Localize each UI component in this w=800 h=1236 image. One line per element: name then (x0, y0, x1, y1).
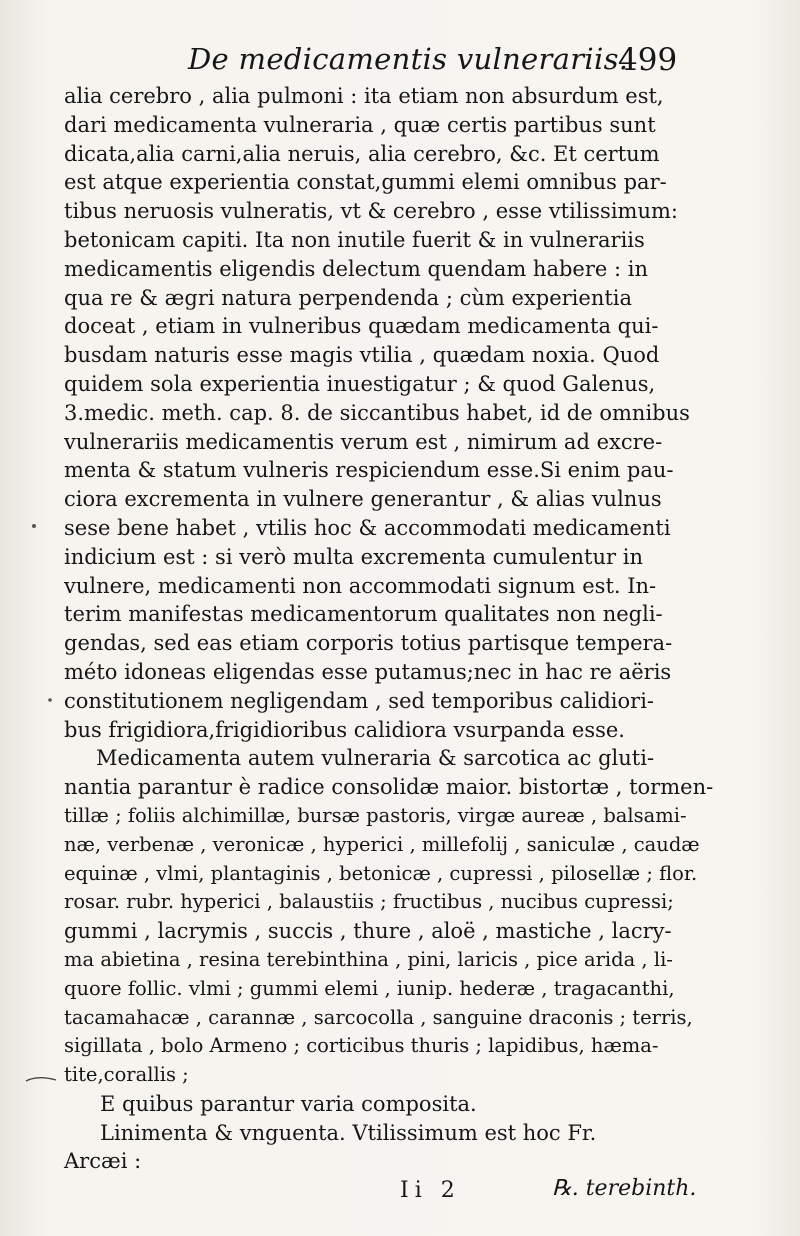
text-line: terim manifestas medicamentorum qualitates non negli- (64, 602, 663, 627)
text-line: nantia parantur è radice consolidæ maior. bistortæ , tormen- (64, 775, 714, 800)
text-line: rosar. rubr. hyperici , balaustiis ; fructibus , nucibus cupressi; (64, 890, 674, 914)
text-line: constitutionem negligendam , sed temporibus calidiori- (64, 688, 655, 713)
text-line: quore follic. vlmi ; gummi elemi , iunip. hederæ , tragacanthi, (64, 976, 675, 1000)
text-line: E quibus parantur varia composita. (100, 1091, 477, 1116)
text-line: tite,corallis ; (64, 1063, 189, 1087)
text-line: gendas, sed eas etiam corporis totius partisque tempera- (64, 631, 673, 656)
text-line: tillæ ; foliis alchimillæ, bursæ pastoris, virgæ aureæ , balsami- (64, 803, 687, 827)
text-line: Linimenta & vnguenta. Vtilissimum est hoc Fr. (100, 1120, 597, 1145)
text-line: sigillata , bolo Armeno ; corticibus thuris ; lapidibus, hæma- (64, 1034, 659, 1058)
text-line: equinæ , vlmi, plantaginis , betonicæ , cupressi , pilosellæ ; flor. (64, 861, 698, 885)
text-line: medicamentis eligendis delectum quendam habere : in (64, 256, 648, 281)
text-line: qua re & ægri natura perpendenda ; cùm experientia (64, 285, 633, 310)
text-line: méto idoneas eligendas esse putamus;nec in hac re aëris (64, 659, 672, 684)
text-line: indicium est : si verò multa excrementa cumulentur in (64, 544, 643, 569)
text-line: doceat , etiam in vulneribus quædam medicamenta qui- (64, 314, 659, 339)
text-line: tacamahacæ , carannæ , sarcocolla , sanguine draconis ; terris, (64, 1005, 693, 1029)
page-header (0, 34, 800, 84)
margin-dot-icon (30, 522, 38, 530)
text-line: ciora excrementa in vulnere generantur , & alias vulnus (64, 487, 662, 512)
text-line: gummi , lacrymis , succis , thure , aloë , mastiche , lacry- (64, 919, 672, 944)
text-line: vulnere, medicamenti non accommodati signum est. In- (64, 573, 657, 598)
text-line: dicata,alia carni,alia neruis, alia cerebro, &c. Et certum (64, 141, 660, 166)
text-line: bus frigidiora,frigidioribus calidiora vsurpanda esse. (64, 717, 625, 742)
text-line: 3.medic. meth. cap. 8. de siccantibus habet, id de omnibus (64, 400, 690, 425)
text-line: ma abietina , resina terebinthina , pini, laricis , pice arida , li- (64, 947, 673, 971)
text-line: alia cerebro , alia pulmoni : ita etiam non absurdum est, (64, 84, 664, 108)
text-line: est atque experientia constat,gummi elemi omnibus par- (64, 170, 667, 195)
text-line: busdam naturis esse magis vtilia , quædam noxia. Quod (64, 343, 660, 368)
text-line: sese bene habet , vtilis hoc & accommodati medicamenti (64, 515, 671, 540)
margin-dot-icon (46, 696, 54, 704)
running-head: De medicamentis vulnerariis. (188, 42, 629, 76)
text-line: tibus neruosis vulneratis, vt & cerebro , esse vtilissimum: (64, 199, 678, 224)
text-line: Medicamenta autem vulneraria & sarcotica ac gluti- (96, 746, 655, 771)
signature-mark: Ii 2 (400, 1178, 461, 1203)
text-line: vulnerariis medicamentis verum est , nimirum ad excre- (64, 429, 663, 454)
text-line: næ, verbenæ , veronicæ , hyperici , millefolij , saniculæ , caudæ (64, 832, 700, 856)
body-text (64, 82, 714, 1176)
catchword: ℞. terebinth. (552, 1176, 697, 1201)
page-footer (0, 1170, 800, 1210)
margin-dash-icon (24, 1072, 58, 1086)
text-line: betonicam capiti. Ita non inutile fuerit & in vulnerariis (64, 227, 645, 252)
text-line: dari medicamenta vulneraria , quæ certis partibus sunt (64, 112, 656, 137)
page-number: 499 (618, 42, 678, 78)
text-line: quidem sola experientia inuestigatur ; & quod Galenus, (64, 371, 656, 396)
text-line: Arcæi : (64, 1149, 142, 1174)
text-line: menta & statum vulneris respiciendum esse.Si enim pau- (64, 458, 674, 483)
